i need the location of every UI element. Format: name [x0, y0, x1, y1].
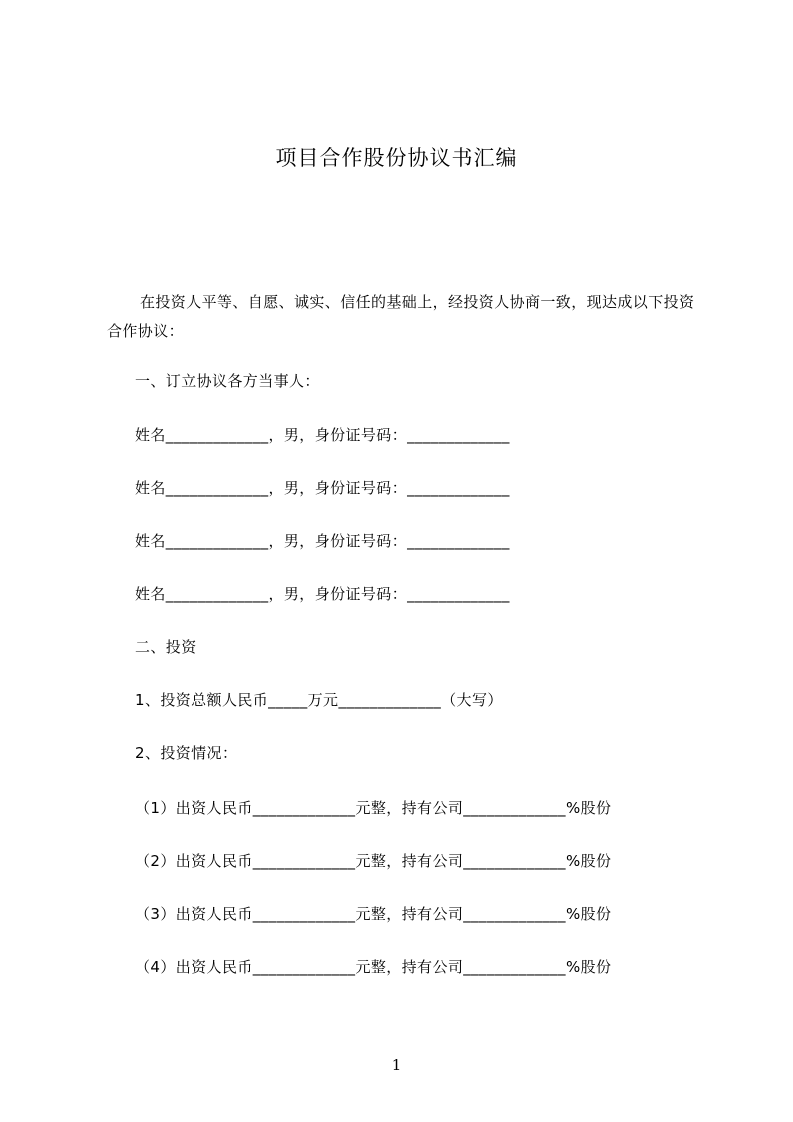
section-heading-investment: 二、投资: [135, 638, 197, 656]
document-title: 项目合作股份协议书汇编: [275, 146, 518, 170]
contribution-line-2: （2）出资人民币_____________元整，持有公司_____________%股份: [135, 852, 612, 870]
intro-paragraph: 在投资人平等、自愿、诚实、信任的基础上，经投资人协商一致，现达成以下投资合作协议：: [107, 293, 695, 340]
contribution-line-1: （1）出资人民币_____________元整，持有公司_____________%股份: [135, 799, 612, 817]
page-number: 1: [391, 1056, 402, 1074]
contribution-line-3: （3）出资人民币_____________元整，持有公司_____________%股份: [135, 905, 612, 923]
section-heading-parties: 一、订立协议各方当事人：: [135, 372, 320, 390]
party-line-4: 姓名_____________，男，身份证号码：_____________: [135, 585, 510, 603]
investment-total-line: 1、投资总额人民币_____万元_____________（大写）: [135, 691, 503, 709]
contribution-line-4: （4）出资人民币_____________元整，持有公司_____________%股份: [135, 958, 612, 976]
party-line-3: 姓名_____________，男，身份证号码：_____________: [135, 532, 510, 550]
party-line-2: 姓名_____________，男，身份证号码：_____________: [135, 479, 510, 497]
investment-status-line: 2、投资情况：: [135, 744, 238, 762]
party-line-1: 姓名_____________，男，身份证号码：_____________: [135, 426, 510, 444]
